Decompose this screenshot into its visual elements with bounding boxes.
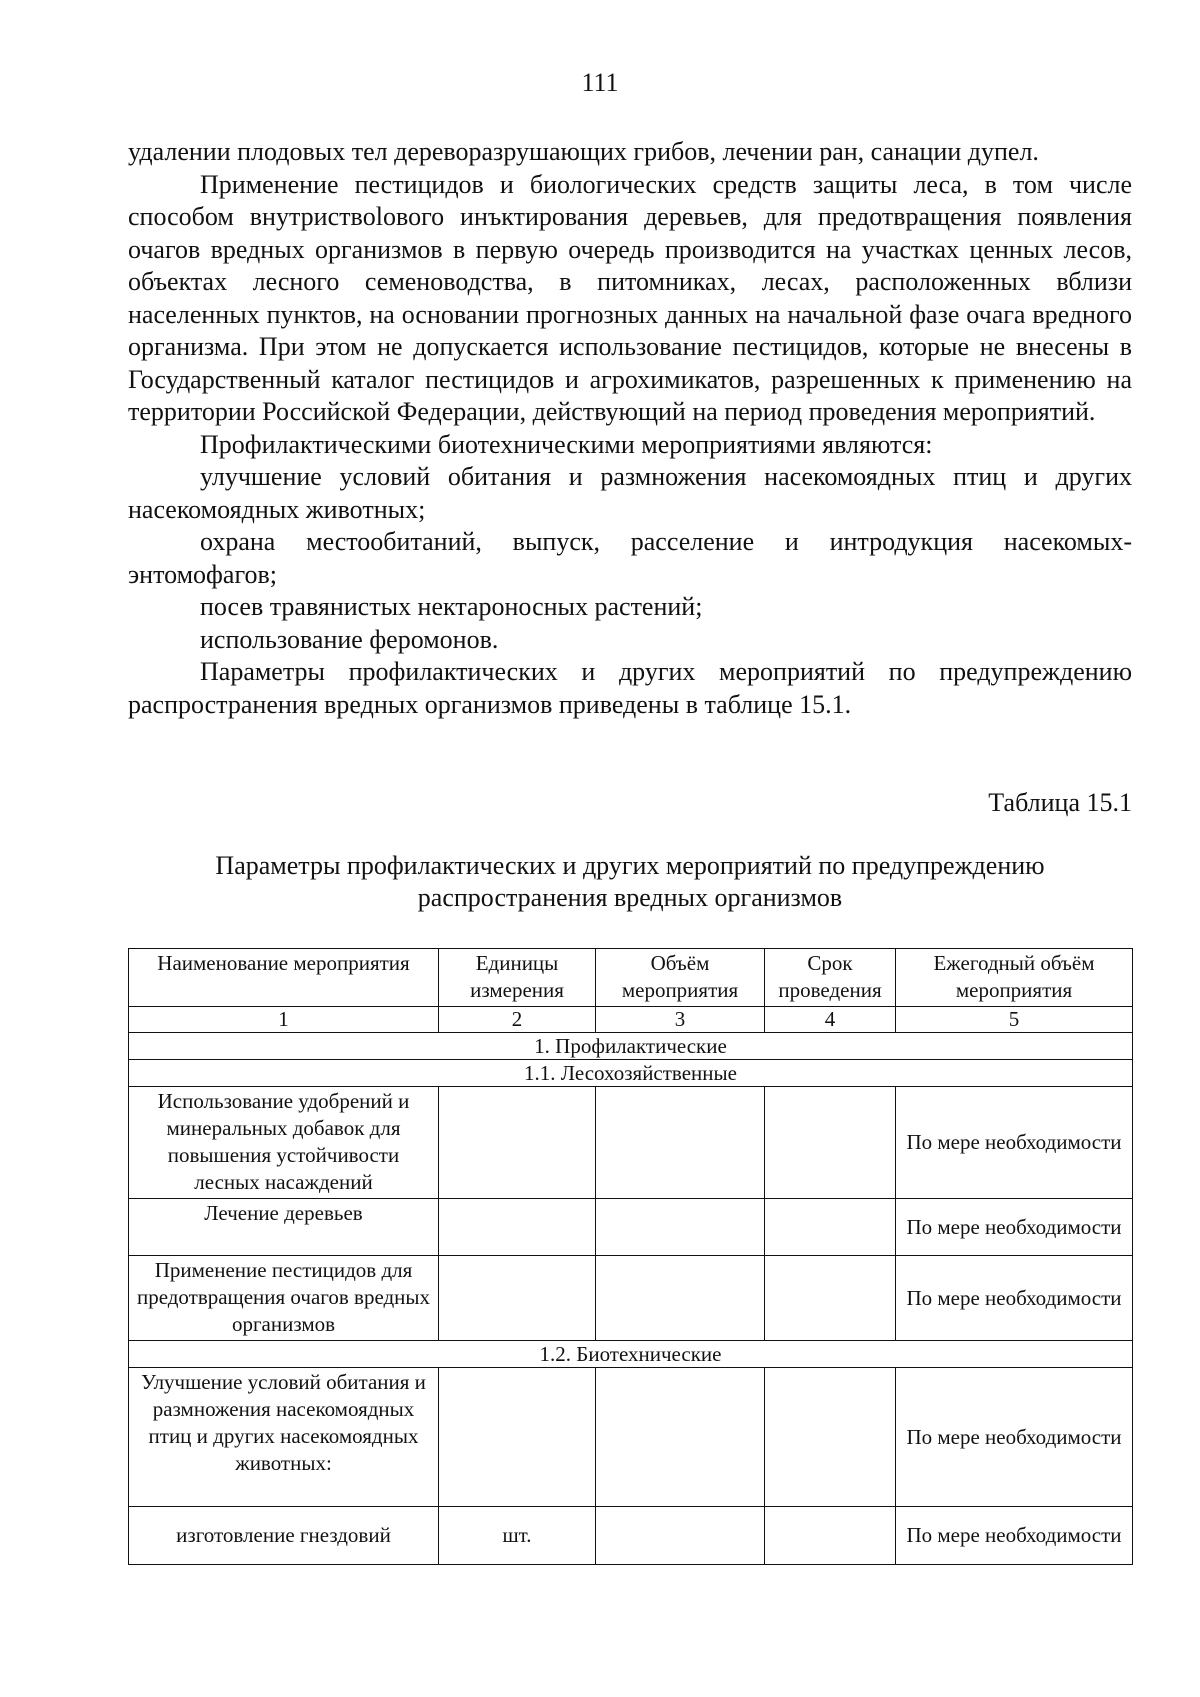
- page-number: 111: [581, 68, 619, 97]
- paragraph: Применение пестицидов и биологических средств защиты леса, в том числе способом внутриствolового инъктирования деревьев, для предотвращения появления очагов вредных организмов в первую очередь производится на участках ценных лесов, объектах лесного семеноводства, в питомниках, лесах, расположенных вблизи населенных пунктов, на основании прогнозных данных на начальной фазе очага вредного организма. При этом не допускается использование пестицидов, которые не внесены в Государственный каталог пестицидов и агрохимикатов, разрешенных к применению на территории Российской Федерации, действующий на период проведения мероприятий.: [128, 169, 1132, 426]
- table-caption-line: Параметры профилактических и других мероприятий по предупреждению: [215, 851, 1045, 880]
- unit-cell: [439, 1087, 596, 1199]
- table-label: Таблица 15.1: [988, 788, 1132, 817]
- annual-volume-cell: По мере необходимости: [896, 1199, 1133, 1256]
- measure-name: Лечение деревьев: [129, 1199, 439, 1256]
- column-number: 5: [896, 1007, 1133, 1033]
- column-number: 2: [439, 1007, 596, 1033]
- table-row: [129, 1507, 1133, 1565]
- header-cell: Единицы измерения: [439, 949, 596, 1007]
- annual-volume-cell: По мере необходимости: [896, 1507, 1133, 1565]
- subsection-row: [129, 1341, 1133, 1368]
- subsection-title: 1.2. Биотехнические: [129, 1341, 1133, 1368]
- unit-cell: шт.: [439, 1507, 596, 1565]
- measure-name: Использование удобрений и минеральных добавок для повышения устойчивости лесных насаждений: [129, 1087, 439, 1199]
- annual-volume-cell: По мере необходимости: [896, 1256, 1133, 1341]
- column-number: 1: [129, 1007, 439, 1033]
- unit-cell: [439, 1368, 596, 1507]
- unit-cell: [439, 1199, 596, 1256]
- measure-name: Применение пестицидов для предотвращения очагов вредных организмов: [129, 1256, 439, 1341]
- body-text: [128, 136, 1132, 721]
- volume-cell: [596, 1368, 765, 1507]
- paragraph: Параметры профилактических и других мероприятий по предупреждению распространения вредных организмов приведены в таблице 15.1.: [128, 657, 1132, 719]
- measure-name: Улучшение условий обитания и размножения насекомоядных птиц и других насекомоядных животных:: [129, 1368, 439, 1507]
- list-item: охрана местообитаний, выпуск, расселение и интродукция насекомых-энтомофагов;: [128, 527, 1132, 589]
- volume-cell: [596, 1087, 765, 1199]
- paragraph: Профилактическими биотехническими мероприятиями являются:: [200, 429, 933, 459]
- table-row: [129, 1368, 1133, 1507]
- section-title: 1. Профилактические: [129, 1033, 1133, 1060]
- volume-cell: [596, 1199, 765, 1256]
- list-item: посев травянистых нектароносных растений;: [200, 592, 703, 621]
- term-cell: [765, 1087, 896, 1199]
- table-row: [129, 1256, 1133, 1341]
- term-cell: [765, 1507, 896, 1565]
- header-cell: Срок проведения: [765, 949, 896, 1007]
- table-row: [129, 1199, 1133, 1256]
- term-cell: [765, 1256, 896, 1341]
- header-cell: Ежегодный объём мероприятия: [896, 949, 1133, 1007]
- header-cell: Объём мероприятия: [596, 949, 765, 1007]
- term-cell: [765, 1368, 896, 1507]
- section-row: [129, 1033, 1133, 1060]
- term-cell: [765, 1199, 896, 1256]
- measure-name: изготовление гнездовий: [129, 1507, 439, 1565]
- column-number: 4: [765, 1007, 896, 1033]
- unit-cell: [439, 1256, 596, 1341]
- subsection-row: [129, 1060, 1133, 1087]
- column-number-row: [129, 1007, 1133, 1033]
- table-caption-line: распространения вредных организмов: [417, 883, 843, 912]
- annual-volume-cell: По мере необходимости: [896, 1087, 1133, 1199]
- volume-cell: [596, 1256, 765, 1341]
- table-row: [129, 1087, 1133, 1199]
- paragraph: удалении плодовых тел дереворазрушающих грибов, лечении ран, санации дупел.: [128, 137, 1039, 166]
- table-caption: [128, 850, 1132, 914]
- column-number: 3: [596, 1007, 765, 1033]
- list-item: использование феромонов.: [200, 624, 499, 654]
- subsection-title: 1.1. Лесохозяйственные: [129, 1060, 1133, 1087]
- annual-volume-cell: По мере необходимости: [896, 1368, 1133, 1507]
- volume-cell: [596, 1507, 765, 1565]
- parameters-table: [128, 948, 1133, 1565]
- list-item: улучшение условий обитания и размножения насекомоядных птиц и других насекомоядных животных;: [128, 462, 1132, 524]
- header-row: [129, 949, 1133, 1007]
- header-cell: Наименование мероприятия: [129, 949, 439, 1007]
